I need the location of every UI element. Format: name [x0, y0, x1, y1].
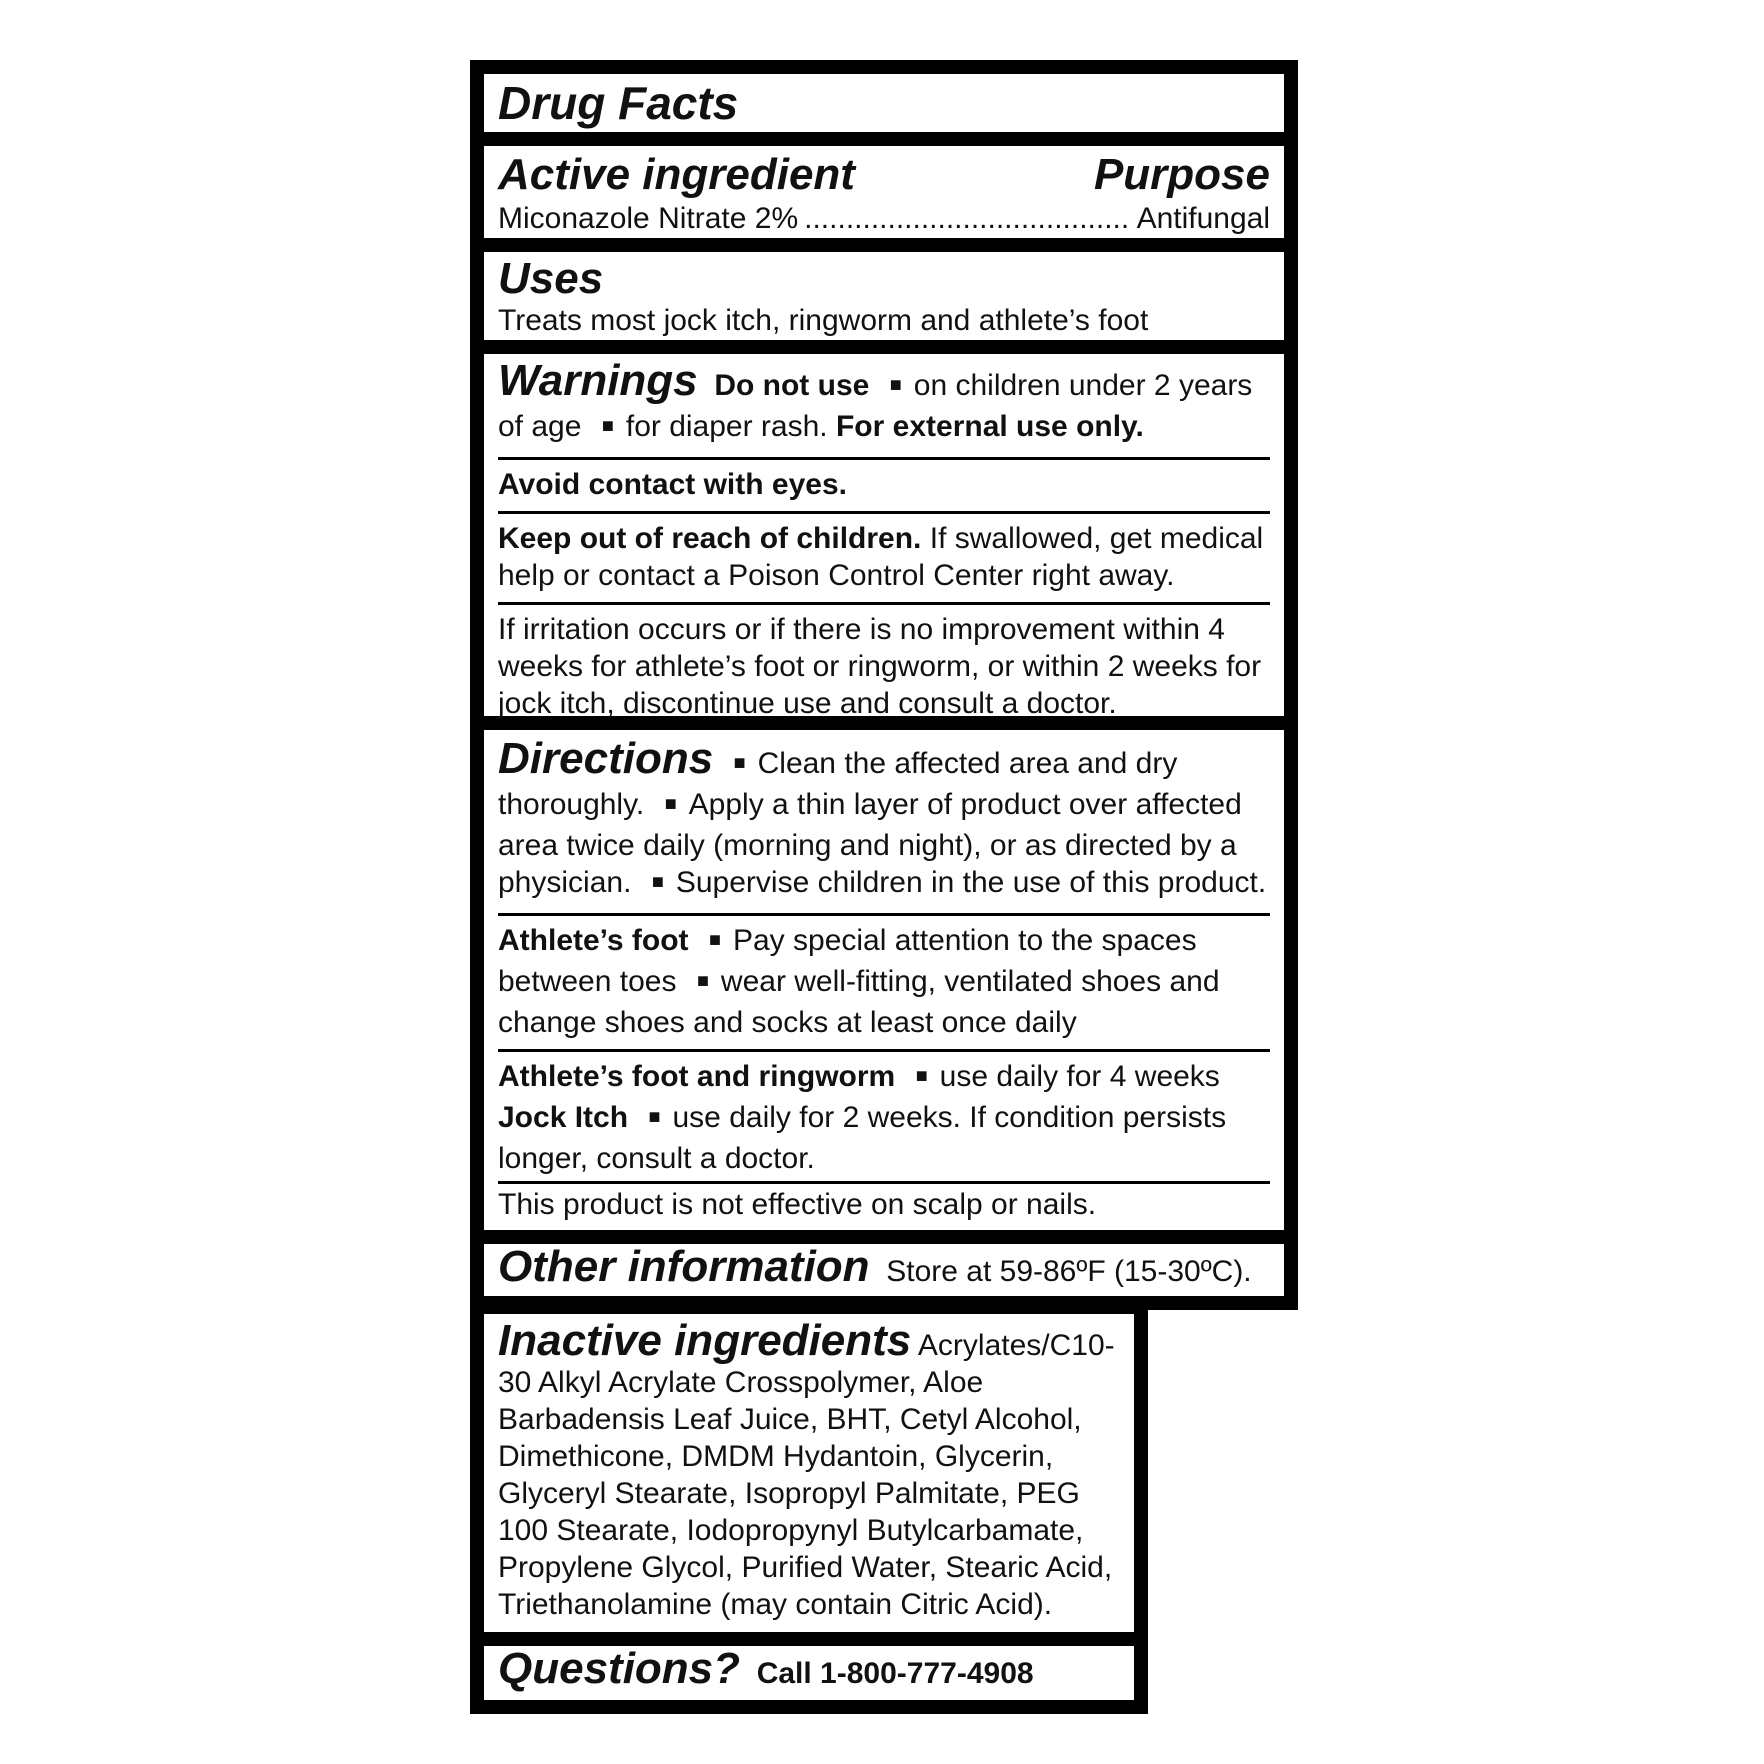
athletes-foot-tip-2: wear well-fitting, ventilated shoes and change shoes and socks at least once daily	[498, 965, 1220, 1039]
bullet-icon: ■	[915, 1065, 928, 1087]
jock-itch-bold: Jock Itch	[498, 1101, 629, 1134]
drug-facts-panel	[470, 60, 1298, 1310]
directions-heading: Directions	[498, 734, 714, 783]
active-ingredient-name: Miconazole Nitrate 2%	[498, 202, 799, 236]
active-ingredient-box	[484, 146, 1284, 238]
warning-item-children: on children under 2 years of age	[498, 369, 1253, 443]
leader-dots	[804, 202, 1130, 236]
active-ingredient-heading: Active ingredient	[498, 150, 855, 199]
avoid-eyes-note: Avoid contact with eyes.	[498, 468, 847, 501]
inactive-ingredients-heading: Inactive ingredients	[498, 1316, 912, 1365]
questions-box	[484, 1646, 1134, 1700]
drug-facts-title: Drug Facts	[498, 77, 739, 129]
other-info-box	[484, 1244, 1284, 1296]
uses-heading: Uses	[498, 254, 604, 303]
storage-text: Store at 59-86ºF (15-30ºC).	[886, 1255, 1252, 1288]
bullet-icon: ■	[708, 929, 721, 951]
external-use-note: For external use only.	[835, 410, 1144, 443]
ringworm-bold: Athlete’s foot and ringworm	[498, 1060, 896, 1093]
athletes-foot-tip-1: Pay special attention to the spaces between toes	[498, 924, 1197, 998]
drug-facts-lower-panel	[470, 1300, 1148, 1714]
inactive-ingredients-box	[484, 1314, 1134, 1632]
bullet-icon: ■	[648, 1106, 661, 1128]
inactive-ingredients-text: Acrylates/C10-30 Alkyl Acrylate Crosspolymer, Aloe Barbadensis Leaf Juice, BHT, Cetyl Alcohol, Dimethicone, DMDM Hydantoin, Glycerin, Glyceryl Stearate, Isopropyl Palmitate, PEG 100 Stearate, Iodopropynyl Butylcarbamate, Propylene Glycol, Purified Water, Stearic Acid, Triethanolamine (may contain Citric Acid).	[498, 1329, 1115, 1622]
title-box	[484, 74, 1284, 132]
direction-step-supervise: Supervise children in the use of this product.	[675, 866, 1267, 899]
ringworm-text: use daily for 4 weeks	[939, 1060, 1220, 1093]
direction-step-apply: Apply a thin layer of product over affected area twice daily (morning and night), or as directed by a physician.	[498, 788, 1242, 899]
direction-step-clean: Clean the affected area and dry thoroughly.	[498, 747, 1178, 821]
keep-out-bold: Keep out of reach of children.	[498, 522, 922, 555]
bullet-icon: ■	[696, 970, 709, 992]
bullet-icon: ■	[601, 415, 614, 437]
divider	[498, 602, 1270, 605]
bullet-icon: ■	[664, 793, 677, 815]
warning-item-diaper: for diaper rash.	[625, 410, 828, 443]
other-info-heading: Other information	[498, 1242, 870, 1291]
bullet-icon: ■	[651, 871, 664, 893]
jock-itch-text: use daily for 2 weeks. If condition persists longer, consult a doctor.	[498, 1101, 1227, 1175]
divider	[498, 913, 1270, 916]
do-not-use-label: Do not use	[714, 369, 870, 402]
uses-text: Treats most jock itch, ringworm and athlete’s foot	[498, 304, 1149, 338]
irritation-text: If irritation occurs or if there is no improvement within 4 weeks for athlete’s foot or ringworm, or within 2 weeks for jock itch, discontinue use and consult a doctor.	[498, 613, 1262, 720]
divider	[498, 1181, 1270, 1184]
not-effective-note: This product is not effective on scalp or nails.	[498, 1188, 1097, 1221]
divider	[498, 457, 1270, 460]
divider	[498, 511, 1270, 514]
warnings-box	[484, 354, 1284, 720]
bullet-icon: ■	[733, 752, 746, 774]
directions-box	[484, 730, 1284, 1230]
athletes-foot-bold: Athlete’s foot	[498, 924, 689, 957]
warnings-heading: Warnings	[498, 356, 698, 405]
uses-box	[484, 252, 1284, 340]
active-ingredient-purpose: Antifungal	[1136, 202, 1270, 236]
purpose-heading: Purpose	[1093, 150, 1270, 199]
keep-out-text: If swallowed, get medical help or contact a Poison Control Center right away.	[498, 522, 1264, 592]
divider	[498, 1049, 1270, 1052]
bullet-icon: ■	[889, 374, 902, 396]
questions-phone: Call 1-800-777-4908	[756, 1657, 1034, 1690]
questions-heading: Questions?	[498, 1644, 741, 1693]
